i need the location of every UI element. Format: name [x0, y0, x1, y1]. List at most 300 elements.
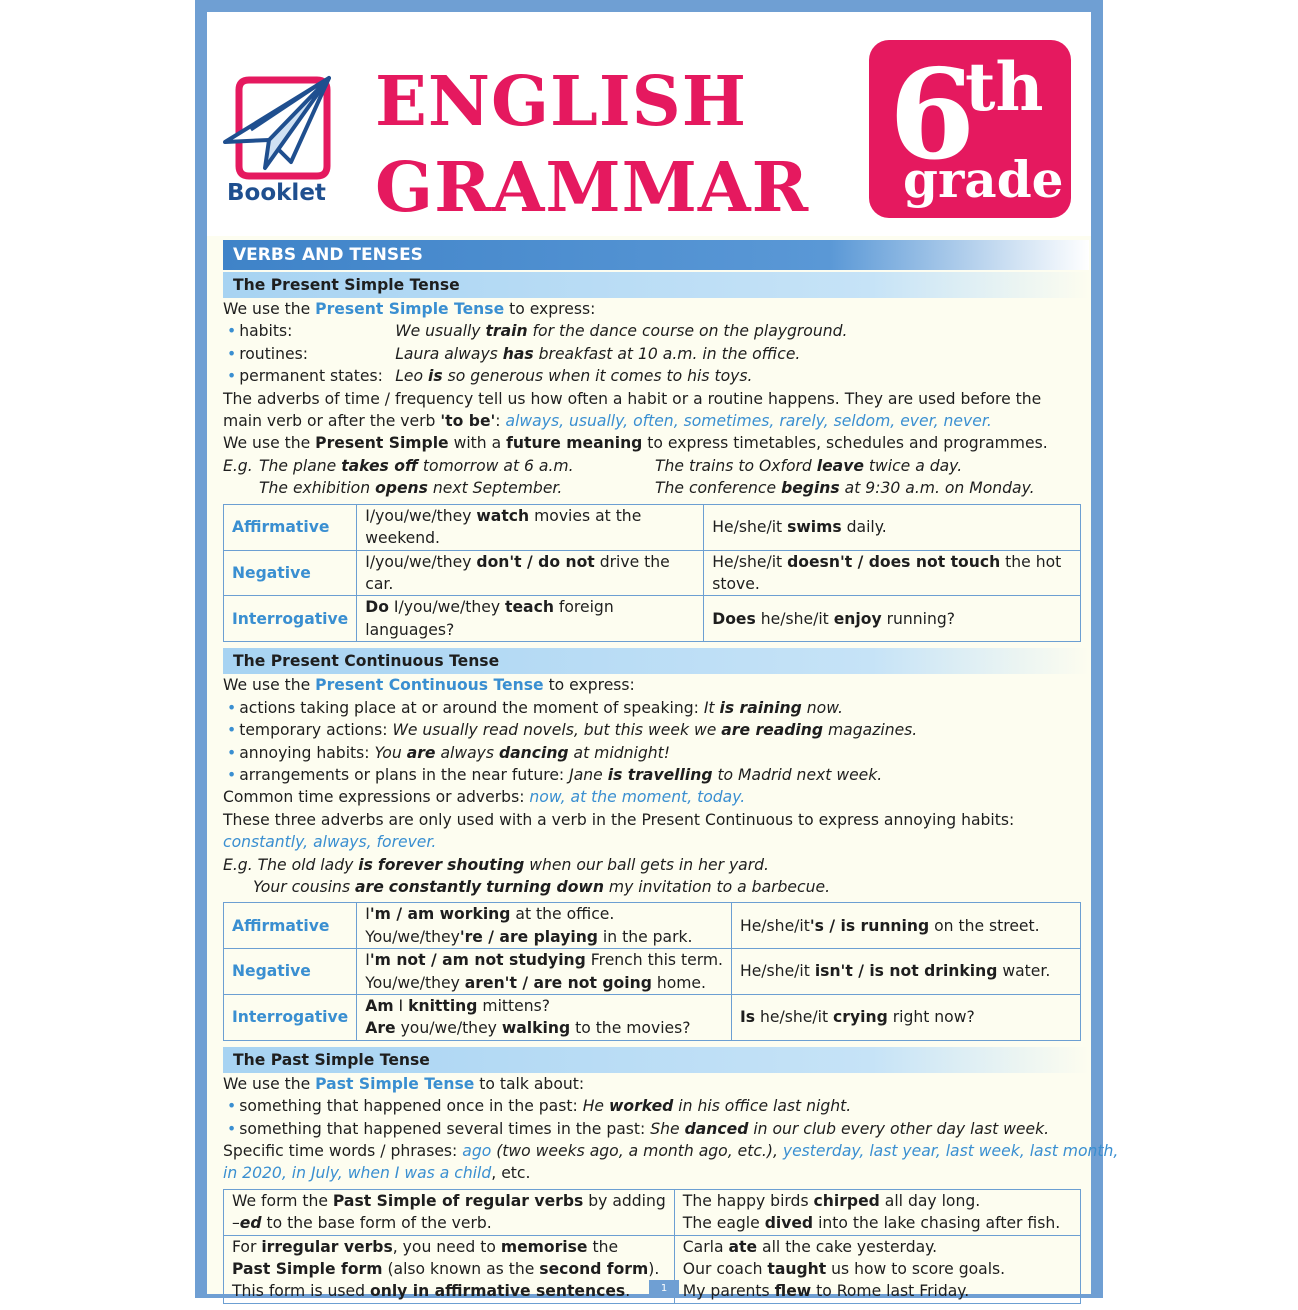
- text: to the base form of the verb.: [261, 1214, 492, 1233]
- bold-text: irregular verbs: [261, 1237, 393, 1256]
- text: my invitation to a barbecue.: [603, 877, 831, 896]
- table-row: [224, 903, 1081, 949]
- eg-label: E.g.: [223, 855, 258, 874]
- grade-suffix: th: [965, 48, 1044, 126]
- text: to Madrid next week.: [712, 765, 883, 784]
- text: ).: [648, 1260, 660, 1279]
- specific-time-words-2: [223, 1162, 1089, 1184]
- separator: ,: [769, 412, 780, 431]
- present-continuous-examples: [223, 854, 1089, 899]
- example: [655, 455, 962, 477]
- text: I/you/we/they: [365, 552, 477, 571]
- cell: [731, 903, 1080, 949]
- text: We use the: [223, 676, 316, 695]
- text: He/she/it: [739, 916, 810, 935]
- example: [655, 477, 1035, 499]
- cell-line: [365, 949, 723, 971]
- cell: [357, 550, 704, 596]
- separator: ,: [859, 1142, 870, 1160]
- cell-line: [683, 1190, 1072, 1212]
- three-adverbs-line: These three adverbs are only used with a verb in the Present Continuous to express annoying habits:: [223, 810, 1015, 829]
- separator: ,: [1019, 1142, 1030, 1160]
- text: at the office.: [510, 905, 615, 924]
- bold-text: watch: [476, 506, 530, 525]
- text: He/she/it: [712, 518, 788, 537]
- cell: [674, 1235, 1080, 1303]
- text: running?: [881, 609, 956, 628]
- separator: ,: [559, 412, 569, 431]
- cell-line: [232, 1236, 666, 1258]
- text: I: [393, 996, 409, 1015]
- present-continuous-uses: [223, 697, 1089, 787]
- text: the: [587, 1237, 619, 1256]
- cell-line: [683, 1212, 1072, 1234]
- text: now.: [801, 698, 843, 717]
- cell-line: [365, 903, 723, 925]
- row-head: Negative: [224, 550, 357, 596]
- blue-term: usually: [569, 412, 624, 431]
- example: [392, 721, 917, 739]
- present-simple-heading: The Present Simple Tense: [223, 272, 1089, 298]
- text: For: [232, 1237, 262, 1256]
- present-continuous-intro: [223, 674, 1089, 696]
- list-item: [223, 697, 1089, 719]
- text: Laura always: [395, 344, 503, 363]
- bold-text: Does: [712, 609, 756, 628]
- tense-name: Present Simple Tense: [315, 300, 505, 318]
- text: I: [365, 951, 370, 970]
- row-head: Affirmative: [224, 903, 357, 949]
- bold-text: Do: [365, 598, 389, 617]
- page-frame: [195, 0, 1119, 1301]
- blue-term: never: [943, 412, 987, 431]
- cell: [357, 903, 732, 949]
- bold-text: takes off: [341, 456, 418, 475]
- bold-text: are reading: [721, 721, 824, 740]
- bold-text: is raining: [719, 698, 802, 717]
- bold-text: knitting: [408, 996, 478, 1015]
- blue-term: always: [505, 412, 560, 431]
- text: for the dance course on the playground.: [527, 322, 848, 341]
- row-head: Affirmative: [224, 504, 357, 550]
- text: The trains to Oxford: [655, 456, 817, 475]
- separator: ,: [673, 412, 684, 431]
- text: The happy birds: [682, 1191, 814, 1210]
- blue-term: ago: [462, 1142, 492, 1160]
- cell-line: [232, 1280, 666, 1302]
- bold-text: are: [355, 877, 384, 896]
- blue-term: sometimes: [683, 412, 770, 431]
- text: My parents: [682, 1282, 775, 1301]
- text: actions taking place at or around the moment of speaking:: [239, 698, 704, 717]
- cell: [224, 1189, 675, 1235]
- bold-text: flew: [774, 1282, 812, 1301]
- adverbs-list: [506, 412, 992, 430]
- bold-text: Is: [739, 1008, 756, 1027]
- cell: [704, 550, 1081, 596]
- example: [569, 766, 882, 784]
- table-row: [224, 949, 1081, 995]
- text: The eagle: [682, 1214, 765, 1233]
- bold-text: aren't / are not going: [464, 973, 652, 992]
- text: movies at the weekend.: [365, 506, 642, 548]
- blue-term: rarely: [779, 412, 824, 431]
- grade-word: grade: [903, 150, 1064, 209]
- blue-term: last month: [1029, 1142, 1114, 1160]
- bold-text: danced: [684, 1119, 749, 1138]
- cell: [674, 1189, 1080, 1235]
- blue-term: constantly: [223, 833, 304, 852]
- past-simple-intro: [223, 1073, 1089, 1095]
- text: main verb or after the verb: [223, 412, 441, 431]
- cell-line: [232, 1190, 666, 1212]
- separator: ,: [281, 1164, 292, 1183]
- text: in the park.: [597, 927, 693, 946]
- cell: [357, 504, 704, 550]
- table-row: [224, 550, 1081, 596]
- bold-text: shouting: [447, 855, 525, 874]
- tense-name: Present Continuous Tense: [315, 676, 544, 695]
- bold-text: taught: [767, 1260, 827, 1279]
- text: always: [435, 743, 499, 762]
- present-continuous-table: [223, 902, 1081, 1040]
- text: :: [495, 412, 506, 431]
- content: [223, 236, 1119, 1310]
- text: something that happened several times in the past:: [239, 1119, 651, 1138]
- table-row: [224, 504, 1081, 550]
- text: You/we/they: [365, 973, 465, 992]
- text: in his office last night.: [673, 1097, 852, 1116]
- present-simple-uses: [223, 320, 1089, 387]
- eg-label: E.g.: [223, 456, 253, 475]
- text: , you need to: [392, 1237, 501, 1256]
- separator: ,: [303, 833, 314, 852]
- text: water.: [997, 962, 1051, 981]
- text: This form is used: [232, 1282, 371, 1301]
- blue-term: often: [633, 412, 674, 431]
- blue-term: forever: [376, 833, 432, 852]
- text: when our ball gets in her yard.: [524, 855, 769, 874]
- text: He/she/it: [712, 552, 788, 571]
- text: We use the: [223, 300, 316, 318]
- example: [259, 477, 562, 499]
- blue-term: at the moment: [570, 788, 688, 807]
- text: twice a day.: [863, 456, 963, 475]
- row-head: Interrogative: [224, 994, 357, 1040]
- bold-text: Are: [365, 1019, 396, 1038]
- bold-text: chirped: [813, 1191, 880, 1210]
- list-item: [223, 1118, 1089, 1140]
- adverbs-line-1: The adverbs of time / frequency tell us how often a habit or a routine happens. They are used before the: [223, 389, 1042, 408]
- text: you/we/they: [395, 1019, 502, 1038]
- text: We usually: [395, 322, 486, 341]
- bold-text: dancing: [498, 743, 569, 762]
- text: in our club every other day last week.: [748, 1119, 1050, 1138]
- table-row: [224, 596, 1081, 642]
- text: drive the car.: [365, 552, 670, 594]
- blue-term: ever: [900, 412, 934, 431]
- text: us how to score goals.: [826, 1260, 1006, 1279]
- blue-term: always: [313, 833, 367, 852]
- bold-text: walking: [501, 1019, 571, 1038]
- text: The old lady: [257, 855, 359, 874]
- example: [395, 367, 752, 385]
- text: temporary actions:: [239, 721, 393, 740]
- title-line-1: ENGLISH: [375, 62, 748, 142]
- text: The conference: [655, 478, 782, 497]
- note: (two weeks ago, a month ago, etc.),: [491, 1142, 783, 1160]
- text: It: [703, 698, 720, 717]
- blue-term: in 2020: [223, 1164, 282, 1183]
- grade-number: 6: [889, 43, 976, 188]
- cell-line: [365, 995, 723, 1017]
- past-simple-heading: The Past Simple Tense: [223, 1047, 1089, 1073]
- bold-text: 'm / am working: [369, 905, 511, 924]
- text: to express:: [504, 300, 596, 318]
- use-label: habits:: [239, 322, 293, 341]
- separator: ,: [1113, 1142, 1119, 1160]
- text: at midnight!: [568, 743, 670, 762]
- bold-text: Past Simple of regular verbs: [332, 1191, 584, 1210]
- text: Our coach: [682, 1260, 768, 1279]
- period: .: [740, 788, 746, 807]
- section-title: VERBS AND TENSES: [223, 240, 1089, 270]
- bold-text: worked: [608, 1097, 674, 1116]
- example: [583, 1097, 852, 1115]
- list-item: [223, 764, 1089, 786]
- page-number: 1: [649, 1280, 679, 1298]
- separator: ,: [623, 412, 634, 431]
- text: I/you/we/they: [388, 598, 506, 617]
- text: foreign languages?: [365, 598, 614, 639]
- use-label: routines:: [239, 344, 308, 363]
- past-simple-uses: [223, 1095, 1089, 1140]
- text: –: [232, 1214, 240, 1233]
- text: You: [374, 743, 407, 762]
- text: right now?: [887, 1008, 975, 1027]
- cell-line: [683, 1258, 1072, 1280]
- cell: [357, 596, 704, 642]
- example: [223, 854, 1089, 876]
- text: magazines.: [823, 721, 918, 740]
- period: .: [431, 833, 437, 852]
- title-line-2: GRAMMAR: [375, 148, 810, 228]
- cell: [704, 504, 1081, 550]
- text: on the street.: [929, 916, 1040, 935]
- list-item: [223, 742, 1089, 764]
- list-item: [223, 719, 1089, 741]
- text: to talk about:: [474, 1074, 585, 1093]
- list-item: [223, 365, 1089, 387]
- bold-text: is travelling: [607, 765, 713, 784]
- bold-text: doesn't / does not touch: [787, 552, 1001, 571]
- logo-text: Booklet: [227, 180, 326, 206]
- text: He: [582, 1097, 609, 1116]
- cell: [731, 949, 1080, 995]
- text: by adding: [583, 1191, 666, 1210]
- text: , etc.: [491, 1164, 531, 1183]
- text: next September.: [427, 478, 563, 497]
- bold-text: ate: [728, 1237, 758, 1256]
- bold-text: turning down: [486, 877, 604, 896]
- bold-text: train: [485, 322, 528, 341]
- text: he/she/it: [755, 1008, 834, 1027]
- text: I/you/we/they: [365, 506, 477, 525]
- separator: ,: [687, 788, 698, 807]
- table-row: [224, 1189, 1081, 1235]
- bold-text: 're / are playing: [459, 927, 598, 946]
- text: to Rome last Friday.: [811, 1282, 970, 1301]
- bold-text: Past Simple form: [232, 1260, 383, 1279]
- text: to express:: [543, 676, 635, 695]
- text: 'to be': [440, 412, 496, 431]
- table-row: [224, 994, 1081, 1040]
- cell-line: [232, 1258, 666, 1280]
- bold-text: dived: [764, 1214, 814, 1233]
- specific-time-words: [223, 1140, 1119, 1162]
- bold-text: constantly: [388, 877, 482, 896]
- text: at 9:30 a.m. on Monday.: [839, 478, 1035, 497]
- bold-text: are: [406, 743, 436, 762]
- row-head: Interrogative: [224, 596, 357, 642]
- cell-line: [683, 1236, 1072, 1258]
- text: to express timetables, schedules and programmes.: [642, 434, 1048, 453]
- cell: [704, 596, 1081, 642]
- three-adverbs-list: [223, 831, 1089, 853]
- cell-line: [683, 1280, 1072, 1302]
- text: daily.: [841, 518, 887, 537]
- cell-line: [365, 1017, 723, 1039]
- present-simple-examples: [223, 455, 1089, 500]
- text: I: [365, 905, 370, 924]
- text: so generous when it comes to his toys.: [442, 367, 753, 386]
- common-list: [529, 788, 745, 806]
- bold-text: is: [358, 855, 373, 874]
- text: breakfast at 10 a.m. in the office.: [533, 344, 801, 363]
- bold-text: second form: [539, 1260, 649, 1279]
- text: We form the: [232, 1191, 333, 1210]
- page-inner: [207, 12, 1119, 1301]
- text: something that happened once in the past:: [239, 1097, 583, 1116]
- cell-line: [365, 972, 723, 994]
- future-meaning-line: [223, 432, 1089, 454]
- text: arrangements or plans in the near future:: [239, 765, 570, 784]
- text: annoying habits:: [239, 743, 375, 762]
- example: [259, 455, 574, 477]
- text: You/we/they: [365, 927, 460, 946]
- cell: [357, 994, 732, 1040]
- separator: ,: [366, 833, 377, 852]
- text: .: [625, 1282, 631, 1301]
- blue-term: today: [697, 788, 741, 807]
- separator: ,: [933, 412, 944, 431]
- blue-term: in July: [291, 1164, 338, 1183]
- separator: ,: [337, 1164, 348, 1183]
- text: into the lake chasing after fish.: [813, 1214, 1061, 1233]
- blue-term: yesterday: [782, 1142, 860, 1160]
- text: Specific time words / phrases:: [223, 1142, 463, 1160]
- example: [223, 876, 1089, 898]
- common-expressions: [223, 786, 1089, 808]
- bold-text: leave: [816, 456, 864, 475]
- blue-term: when I was a child: [347, 1164, 492, 1183]
- bold-text: future meaning: [506, 434, 643, 453]
- cell: [224, 1235, 675, 1303]
- bold-text: teach: [505, 598, 554, 617]
- text: home.: [651, 973, 706, 992]
- bold-text: 's / is running: [809, 916, 930, 935]
- text: all the cake yesterday.: [757, 1237, 938, 1256]
- text: The plane: [259, 456, 342, 475]
- bold-text: is: [427, 367, 443, 386]
- separator: ,: [823, 412, 834, 431]
- bold-text: 'm not / am not studying: [369, 951, 586, 970]
- bold-text: opens: [375, 478, 428, 497]
- example: [650, 1120, 1049, 1138]
- blue-term: last year: [869, 1142, 936, 1160]
- text: She: [650, 1119, 685, 1138]
- cell: [357, 949, 732, 995]
- text: Carla: [682, 1237, 729, 1256]
- tense-name: Past Simple Tense: [315, 1074, 475, 1093]
- text: tomorrow at 6 a.m.: [417, 456, 574, 475]
- present-simple-intro: [223, 298, 1089, 320]
- text: mittens?: [477, 996, 551, 1015]
- cell-line: [232, 1212, 666, 1234]
- bold-text: only in affirmative sentences: [370, 1282, 626, 1301]
- present-simple-table: [223, 504, 1081, 642]
- text: Your cousins: [253, 877, 356, 896]
- bold-text: memorise: [500, 1237, 588, 1256]
- example: [374, 744, 669, 762]
- bold-text: begins: [781, 478, 840, 497]
- text: Jane: [569, 765, 608, 784]
- grade-badge: [869, 40, 1071, 218]
- text: (also known as the: [382, 1260, 540, 1279]
- text: We usually read novels, but this week we: [392, 721, 722, 740]
- bold-text: crying: [833, 1008, 888, 1027]
- example: [395, 322, 847, 340]
- text: with a: [448, 434, 507, 453]
- period: .: [986, 412, 992, 431]
- blue-term: now: [529, 788, 561, 807]
- row-head: Negative: [224, 949, 357, 995]
- blue-term: last week: [945, 1142, 1020, 1160]
- bold-text: Present Simple: [315, 434, 449, 453]
- text: The exhibition: [259, 478, 376, 497]
- cell: [731, 994, 1080, 1040]
- bold-text: forever: [377, 855, 443, 874]
- text: French this term.: [585, 951, 723, 970]
- separator: ,: [890, 412, 901, 431]
- adverbs-line-2: [223, 410, 1089, 432]
- text: Common time expressions or adverbs:: [223, 788, 530, 807]
- text: he/she/it: [755, 609, 834, 628]
- bold-text: isn't / is not drinking: [814, 962, 998, 981]
- separator: ,: [560, 788, 571, 807]
- text: Leo: [395, 367, 428, 386]
- text: We use the: [223, 434, 316, 453]
- use-label: permanent states:: [239, 367, 383, 386]
- list-item: [223, 1095, 1089, 1117]
- bold-text: Am: [365, 996, 394, 1015]
- cell-line: [365, 926, 723, 948]
- list-item: [223, 343, 1089, 365]
- bold-text: swims: [787, 518, 842, 537]
- bold-text: has: [502, 344, 534, 363]
- bold-text: don't / do not: [476, 552, 595, 571]
- bold-text: enjoy: [833, 609, 882, 628]
